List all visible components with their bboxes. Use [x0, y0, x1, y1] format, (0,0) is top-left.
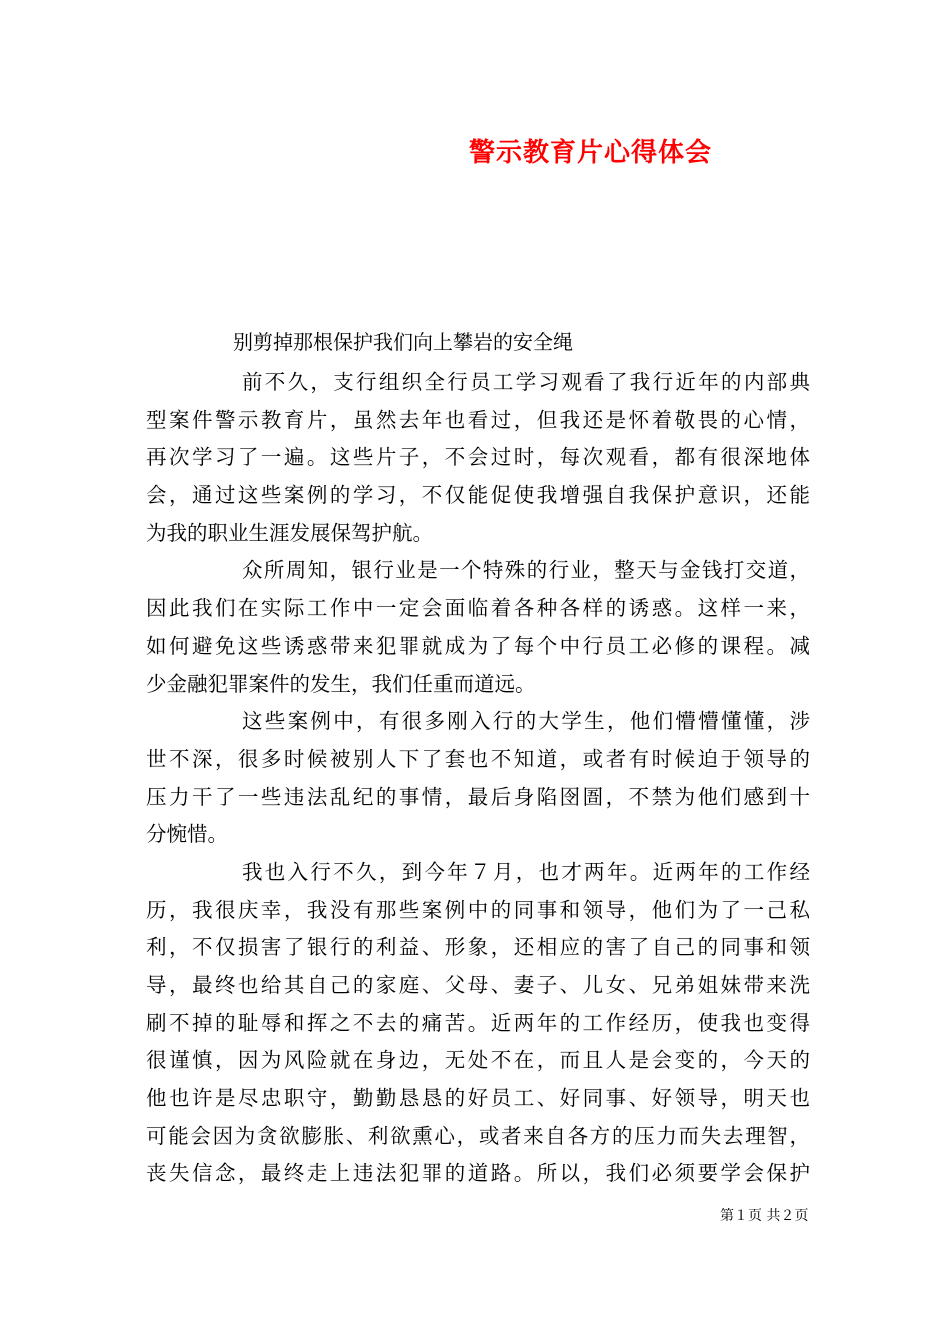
text-line: 分惋惜。 [146, 822, 228, 847]
text-line: 很谨慎，因为风险就在身边，无处不在，而且人是会变的，今天的 [146, 1048, 810, 1073]
text-line: 压力干了一些违法乱纪的事情，最后身陷囹圄，不禁为他们感到十 [146, 784, 810, 809]
text-line: 世不深，很多时候被别人下了套也不知道，或者有时候迫于领导的 [146, 746, 810, 771]
text-line: 可能会因为贪欲膨胀、利欲熏心，或者来自各方的压力而失去理智， [146, 1123, 810, 1148]
paragraph-2 [146, 552, 810, 703]
paragraph-3 [146, 703, 810, 854]
text-line: 我也入行不久，到今年７月，也才两年。近两年的工作经 [242, 859, 810, 884]
text-line: 会，通过这些案例的学习，不仅能促使我增强自我保护意识，还能 [146, 483, 810, 508]
text-line: 型案件警示教育片，虽然去年也看过，但我还是怀着敬畏的心情， [146, 407, 810, 432]
page-title: 警示教育片心得体会 [469, 138, 713, 168]
text-line: 历，我很庆幸，我没有那些案例中的同事和领导，他们为了一己私 [146, 897, 810, 922]
text-line: 丧失信念，最终走上违法犯罪的道路。所以，我们必须要学会保护 [146, 1161, 810, 1186]
page-number: 第１页 共２页 [720, 1208, 809, 1224]
text-line: 为我的职业生涯发展保驾护航。 [146, 520, 433, 545]
text-line: 众所周知，银行业是一个特殊的行业，整天与金钱打交道， [242, 558, 810, 583]
text-line: 因此我们在实际工作中一定会面临着各种各样的诱惑。这样一来， [146, 596, 810, 621]
paragraph-1 [146, 364, 810, 552]
text-line: 如何避免这些诱惑带来犯罪就成为了每个中行员工必修的课程。减 [146, 633, 810, 658]
text-line: 他也许是尽忠职守，勤勤恳恳的好员工、好同事、好领导，明天也 [146, 1086, 810, 1111]
text-line: 刷不掉的耻辱和挥之不去的痛苦。近两年的工作经历，使我也变得 [146, 1010, 810, 1035]
text-line: 这些案例中，有很多刚入行的大学生，他们懵懵懂懂，涉 [242, 709, 810, 734]
document-body [146, 364, 810, 1193]
text-line: 再次学习了一遍。这些片子，不会过时，每次观看，都有很深地体 [146, 445, 810, 470]
text-line: 少金融犯罪案件的发生，我们任重而道远。 [146, 671, 536, 696]
text-line: 利，不仅损害了银行的利益、形象，还相应的害了自己的同事和领 [146, 935, 810, 960]
text-line: 导，最终也给其自己的家庭、父母、妻子、儿女、兄弟姐妹带来洗 [146, 973, 810, 997]
text-line: 前不久，支行组织全行员工学习观看了我行近年的内部典 [242, 370, 810, 394]
subtitle: 别剪掉那根保护我们向上攀岩的安全绳 [233, 330, 573, 354]
paragraph-4 [146, 854, 810, 1193]
